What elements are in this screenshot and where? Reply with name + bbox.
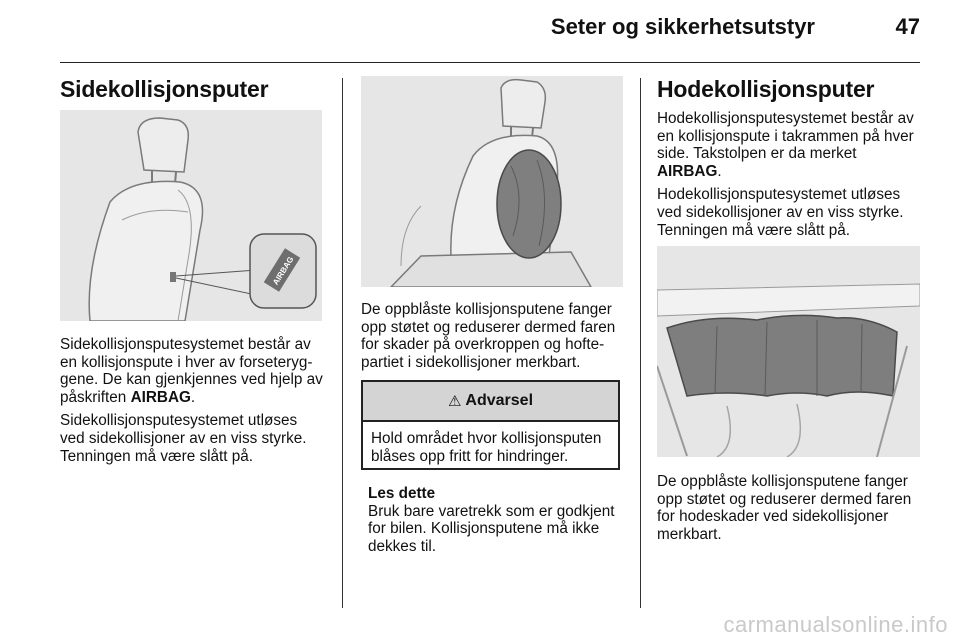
note-text: Bruk bare varetrekk som er godkjent for bilen. Kollisjonsputene må ikke dekkes til. [368, 502, 615, 555]
watermark: carmanualsonline.info [723, 612, 948, 637]
note-title: Les dette [368, 485, 436, 502]
inflated-side-airbag-text: De oppblåste kollisjonsputene fanger opp støtet og reduserer dermed faren for skader på overkroppen og hofte‐partiet i sidekollisjoner merkbart. [361, 301, 616, 371]
curtain-airbag-paragraph-2: Hodekollisjonsputesystemet utløses ved sidekollisjoner av en viss styrke. Tenningen må være slått på. [657, 186, 904, 239]
seat-illustration [60, 110, 322, 321]
page-number: 47 [895, 14, 920, 39]
side-airbag-paragraph-2: Sidekollisjonsputesystemet utløses ved sidekollisjoner av en viss styrke. Tenningen må være slått på. [60, 412, 307, 465]
header-rule [60, 62, 920, 63]
warning-text: Hold området hvor kollisjonsputen blåses opp fritt for hindringer. [371, 430, 602, 465]
inflated-side-airbag-figure [361, 76, 623, 287]
airbag-label-text: AIRBAG [271, 255, 296, 287]
curtain-airbag-heading: Hodekollisjonsputer [657, 76, 875, 102]
side-airbag-text [60, 336, 326, 471]
inflated-seat-illustration [361, 76, 623, 287]
warning-header [363, 382, 618, 422]
column-divider [640, 78, 641, 608]
curtain-airbag-paragraph-3: De oppblåste kollisjonsputene fanger opp støtet og reduserer dermed faren for hodeskader ved sidekollisjoner merkbart. [657, 473, 912, 543]
seat-airbag-label-figure [60, 110, 322, 321]
curtain-airbag-figure [657, 246, 920, 457]
side-airbag-heading: Sidekollisjonsputer [60, 76, 269, 102]
column-divider [342, 78, 343, 608]
curtain-airbag-paragraph-1: Hodekollisjonsputesystemet består av en kollisjonspute i takrammen på hver side. Takstolpen er da merket AIRBAG. [657, 110, 914, 180]
airbag-marking: AIRBAG [657, 162, 718, 180]
note-block [368, 485, 626, 555]
warning-triangle-icon: ⚠ [447, 393, 462, 410]
section-header-title: Seter og sikkerhetsutstyr [550, 14, 815, 39]
side-airbag-paragraph-1: Sidekollisjonsputesystemet består av en kollisjonspute i hver av forseteryg‐gene. De kan gjenkjennes ved hjelp av påskriften AIRBAG. [60, 336, 323, 406]
warning-box [361, 380, 620, 470]
airbag-marking: AIRBAG [130, 388, 191, 406]
curtain-airbag-illustration [657, 246, 920, 457]
curtain-airbag-text [657, 110, 923, 245]
warning-title: Advarsel [465, 392, 534, 409]
